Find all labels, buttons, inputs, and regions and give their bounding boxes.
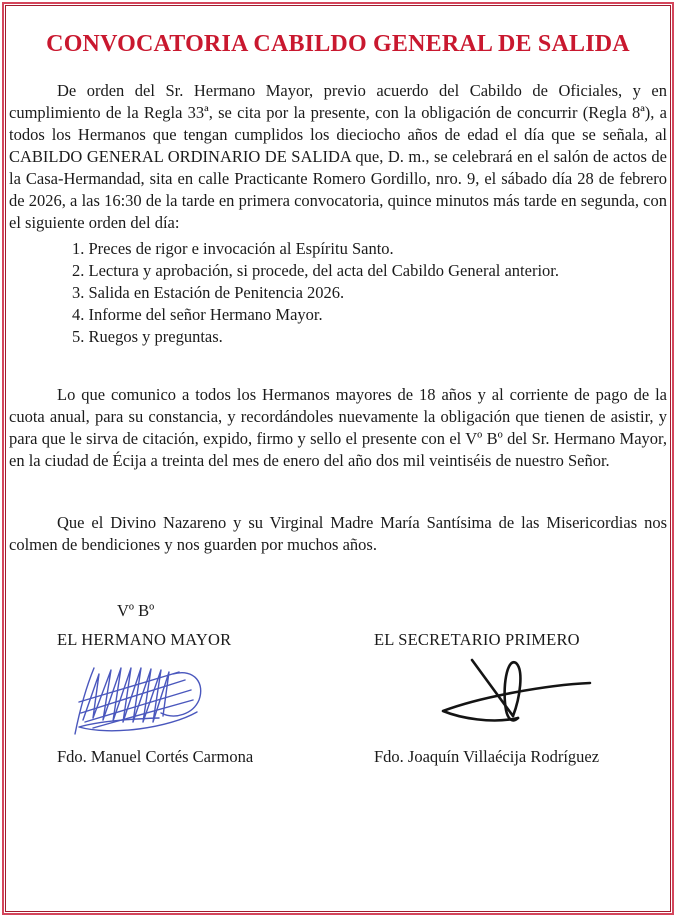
agenda-item-4: 4. Informe del señor Hermano Mayor. bbox=[72, 305, 323, 324]
left-role-label: EL HERMANO MAYOR bbox=[57, 630, 232, 649]
signature-roles-row bbox=[9, 630, 667, 650]
agenda-item-3: 3. Salida en Estación de Penitencia 2026. bbox=[72, 283, 345, 302]
agenda-list bbox=[72, 238, 667, 348]
left-signer-name: Fdo. Manuel Cortés Carmona bbox=[57, 747, 254, 766]
blessing-paragraph: Que el Divino Nazareno y su Virginal Madre María Santísima de las Misericordias nos colmen de bendiciones y nos guarden por muchos años. bbox=[9, 513, 667, 554]
signature-names-row bbox=[9, 746, 667, 768]
signature-scribbles-row bbox=[9, 654, 667, 744]
intro-paragraph: De orden del Sr. Hermano Mayor, previo acuerdo del Cabildo de Oficiales, y en cumplimiento de la Regla 33ª, se cita por la presente, con la obligación de concurrir (Regla 8ª), a todos los Hermanos que tengan cumplidos los dieciocho años de edad el día que se señala, al CABILDO GENERAL ORDINARIO DE SALIDA que, D. m., se celebrará en el salón de actos de la Casa-Hermandad, sita en calle Practicante Romero Gordillo, nro. 9, el sábado día 28 de febrero de 2026, a las 16:30 de la tarde en primera convocatoria, quince minutos más tarde en segunda, con el siguiente orden del día: bbox=[9, 81, 667, 232]
agenda-item-1: 1. Preces de rigor e invocación al Espíritu Santo. bbox=[72, 239, 394, 258]
agenda-item-5: 5. Ruegos y preguntas. bbox=[72, 327, 223, 346]
secretario-signature bbox=[434, 654, 594, 734]
agenda-item-2: 2. Lectura y aprobación, si procede, del acta del Cabildo General anterior. bbox=[72, 261, 559, 280]
right-signer-name: Fdo. Joaquín Villaécija Rodríguez bbox=[374, 747, 600, 766]
document-title: CONVOCATORIA CABILDO GENERAL DE SALIDA bbox=[46, 31, 630, 57]
notice-paragraph: Lo que comunico a todos los Hermanos mayores de 18 años y al corriente de pago de la cuota anual, para su constancia, y recordándoles nuevamente la obligación que tienen de asistir, y para que le sirva de citación, expido, firmo y sello el presente con el Vº Bº del Sr. Hermano Mayor, en la ciudad de Écija a treinta del mes de enero del año dos mil veintiséis de nuestro Señor. bbox=[9, 385, 667, 470]
right-role-label: EL SECRETARIO PRIMERO bbox=[374, 630, 580, 649]
hermano-mayor-signature bbox=[67, 656, 212, 744]
vb-label: Vº Bº bbox=[117, 601, 155, 620]
